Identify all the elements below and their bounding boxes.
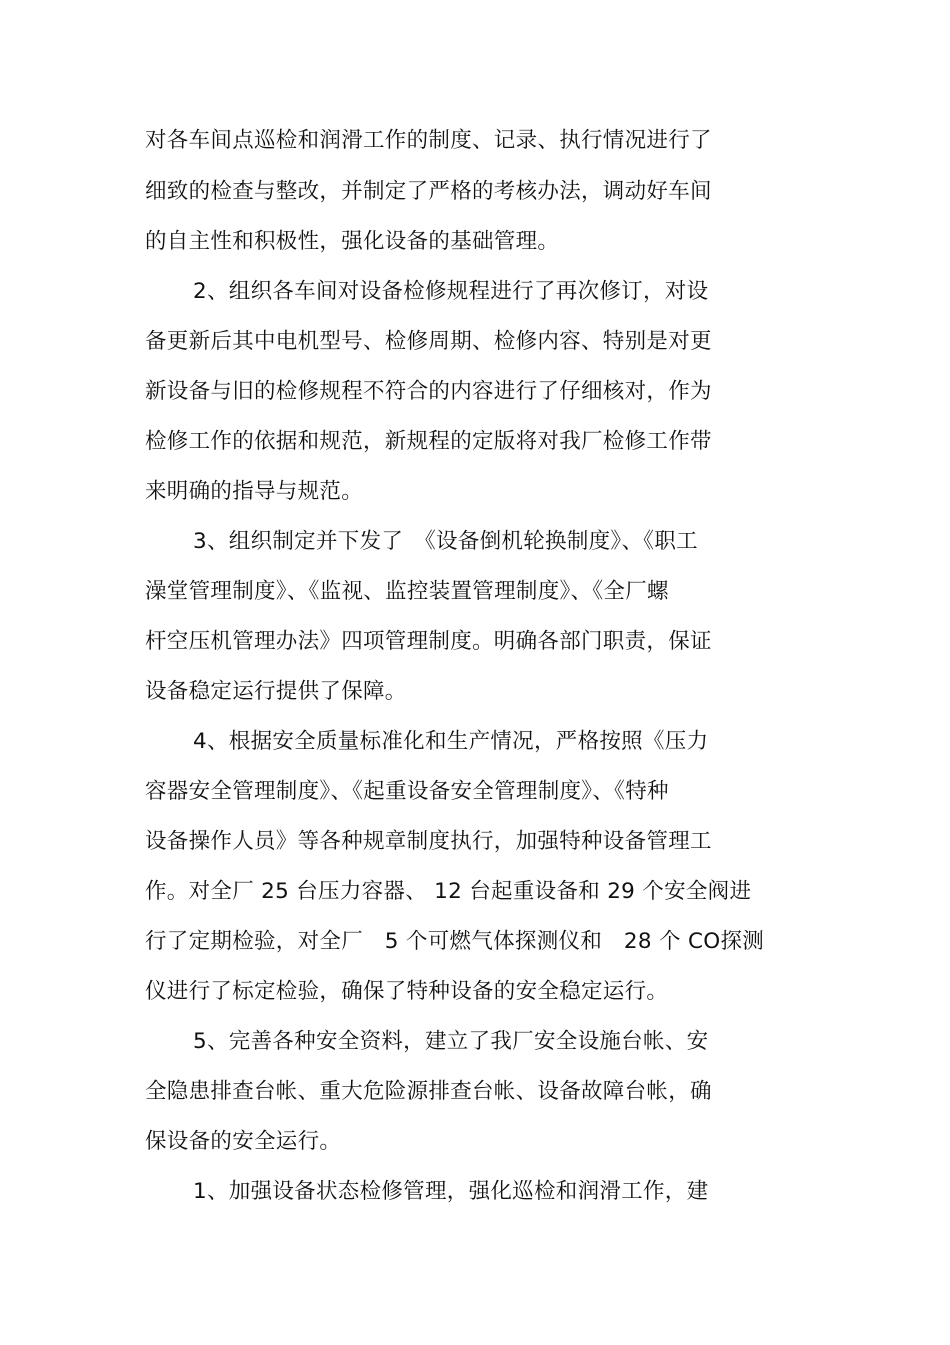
- text-line: 设备操作人员》等各种规章制度执行，加强特种设备管理工: [145, 829, 712, 854]
- text-line: 仪进行了标定检验，确保了特种设备的安全稳定运行。: [145, 979, 669, 1004]
- text-line: 细致的检查与整改，并制定了严格的考核办法，调动好车间: [145, 179, 712, 204]
- text-line: 检修工作的依据和规范，新规程的定版将对我厂检修工作带: [145, 429, 712, 454]
- text-line: 全隐患排查台帐、重大危险源排查台帐、设备故障台帐，确: [145, 1079, 712, 1104]
- text-line: 对各车间点巡检和润滑工作的制度、记录、执行情况进行了: [145, 128, 712, 153]
- text-line: 作。对全厂 25 台压力容器、 12 台起重设备和 29 个安全阀进: [145, 879, 752, 904]
- text-line: 保设备的安全运行。: [145, 1129, 342, 1154]
- paragraph-start-line: 5、完善各种安全资料，建立了我厂安全设施台帐、安: [193, 1029, 709, 1054]
- text-line: 新设备与旧的检修规程不符合的内容进行了仔细核对，作为: [145, 379, 712, 404]
- text-line: 杆空压机管理办法》四项管理制度。明确各部门职责，保证: [145, 629, 712, 654]
- text-line: 来明确的指导与规范。: [145, 479, 364, 504]
- text-line: 行了定期检验，对全厂 5 个可燃气体探测仪和 28 个 CO探测: [145, 929, 765, 954]
- paragraph-start-line: 1、加强设备状态检修管理，强化巡检和润滑工作，建: [193, 1179, 709, 1204]
- text-line: 设备稳定运行提供了保障。: [145, 679, 407, 704]
- text-line: 的自主性和积极性，强化设备的基础管理。: [145, 229, 560, 254]
- paragraph-start-line: 2、组织各车间对设备检修规程进行了再次修订，对设: [193, 279, 709, 304]
- paragraph-start-line: 4、根据安全质量标准化和生产情况，严格按照《压力: [193, 729, 709, 754]
- text-line: 备更新后其中电机型号、检修周期、检修内容、特别是对更: [145, 329, 712, 354]
- text-line: 澡堂管理制度》、《监视、监控装置管理制度》、《全厂螺: [145, 579, 669, 604]
- text-line: 容器安全管理制度》、《起重设备安全管理制度》、《特种: [145, 779, 669, 804]
- paragraph-start-line: 3、组织制定并下发了 《设备倒机轮换制度》、《职工: [193, 529, 698, 554]
